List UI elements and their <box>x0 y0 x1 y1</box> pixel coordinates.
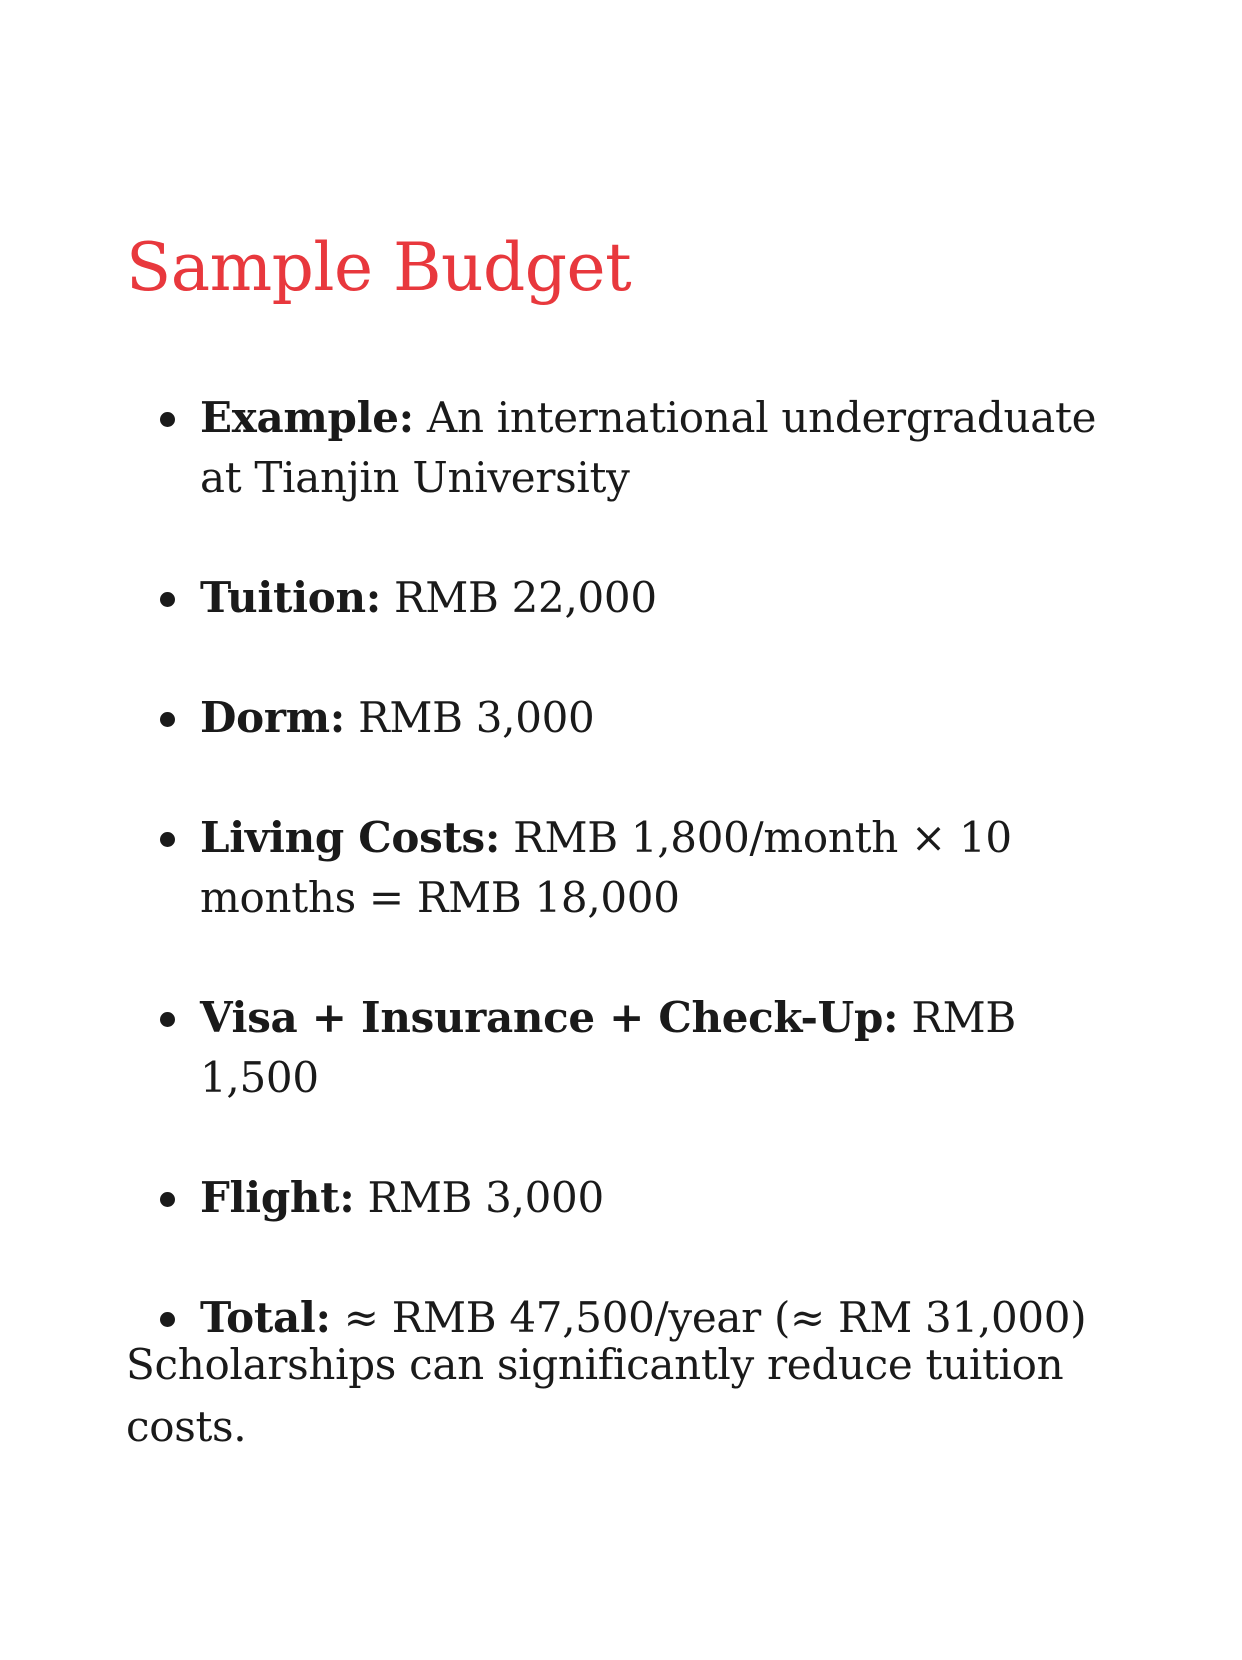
list-item-tuition <box>126 568 1126 628</box>
budget-list <box>126 388 1126 1348</box>
item-value: RMB 1,800/month × 10 months = RMB 18,000 <box>200 813 1012 922</box>
item-value: ≈ RMB 47,500/year (≈ RM 31,000) <box>343 1293 1087 1342</box>
item-value: An international undergraduate at Tianjin University <box>200 393 1097 502</box>
item-label: Dorm: <box>200 693 346 742</box>
list-item-living-costs <box>126 808 1126 928</box>
page-title: Sample Budget <box>126 229 632 306</box>
item-value: RMB 1,500 <box>200 993 1016 1102</box>
item-value: RMB 22,000 <box>393 573 657 622</box>
item-label: Total: <box>200 1293 331 1342</box>
bullet-icon <box>160 1012 175 1027</box>
list-item-dorm <box>126 688 1126 748</box>
list-item-visa-insurance <box>126 988 1126 1108</box>
bullet-icon <box>160 1312 175 1327</box>
scholarship-note: Scholarships can significantly reduce tuition costs. <box>126 1340 1064 1451</box>
bullet-icon <box>160 412 175 427</box>
bullet-icon <box>160 712 175 727</box>
item-label: Tuition: <box>200 573 381 622</box>
item-label: Flight: <box>200 1173 355 1222</box>
item-label: Visa + Insurance + Check-Up: <box>200 993 899 1042</box>
list-item-flight <box>126 1168 1126 1228</box>
item-value: RMB 3,000 <box>367 1173 604 1222</box>
item-value: RMB 3,000 <box>358 693 595 742</box>
bullet-icon <box>160 1192 175 1207</box>
item-label: Living Costs: <box>200 813 501 862</box>
bullet-icon <box>160 592 175 607</box>
item-label: Example: <box>200 393 414 442</box>
bullet-icon <box>160 832 175 847</box>
list-item-example <box>126 388 1126 508</box>
